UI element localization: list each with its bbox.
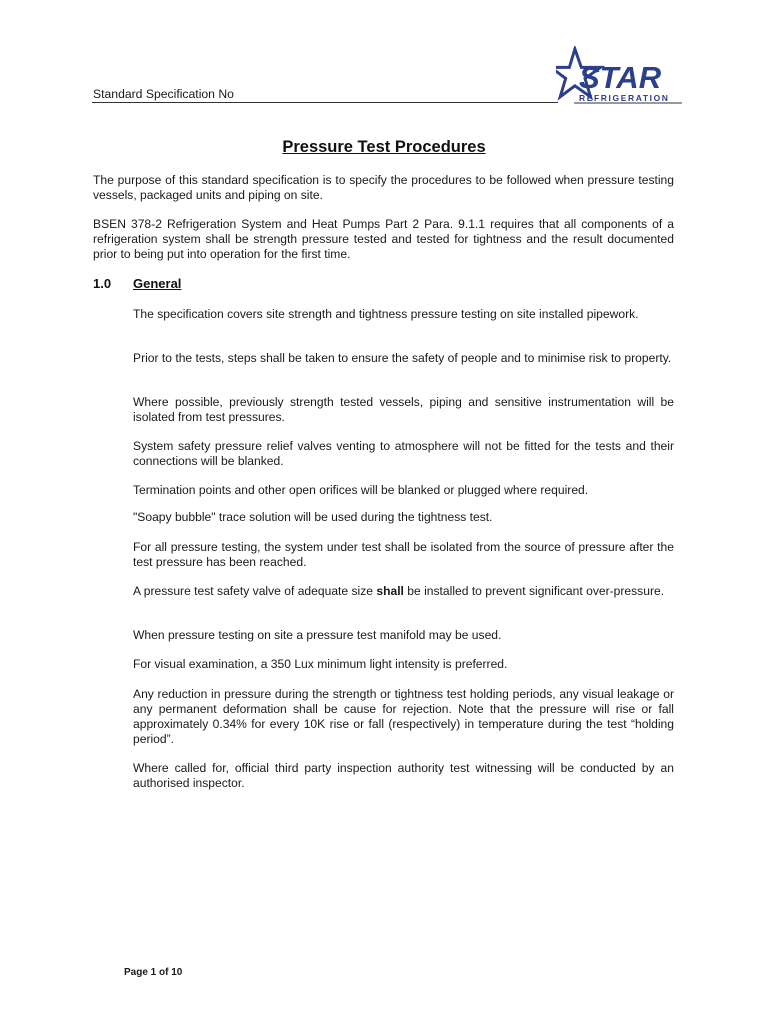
general-paragraph-12: Where called for, official third party inspection authority test witnessing will be conducted by an authorised inspector. (133, 761, 674, 790)
intro-paragraph-1: The purpose of this standard specification is to specify the procedures to be followed when pressure testing vessels, packaged units and piping on site. (93, 173, 674, 202)
general-paragraph-2: Prior to the tests, steps shall be taken to ensure the safety of people and to minimise risk to property. (133, 351, 672, 365)
general-paragraph-3: Where possible, previously strength tested vessels, piping and sensitive instrumentation will be isolated from test pressures. (133, 395, 674, 424)
logo-subtext: REFRIGERATION (579, 93, 670, 103)
star-refrigeration-logo (556, 46, 684, 104)
spec-number-label: Standard Specification No (93, 87, 234, 101)
intro-paragraph-2: BSEN 378-2 Refrigeration System and Heat Pumps Part 2 Para. 9.1.1 requires that all components of a refrigeration system shall be strength pressure tested and tested for tightness and the result documented prior to being put into operation for the first time. (93, 217, 674, 261)
general-paragraph-4: System safety pressure relief valves venting to atmosphere will not be fitted for the tests and their connections will be blanked. (133, 439, 674, 468)
page-number: Page 1 of 10 (124, 967, 183, 978)
logo-text: STAR (579, 60, 662, 95)
general-paragraph-7: For all pressure testing, the system under test shall be isolated from the source of pressure after the test pressure has been reached. (133, 540, 674, 569)
general-paragraph-8: A pressure test safety valve of adequate size shall be installed to prevent significant over-pressure. (133, 584, 665, 598)
section-title: General (133, 276, 182, 291)
general-paragraph-11: Any reduction in pressure during the strength or tightness test holding periods, any visual leakage or any permanent deformation shall be cause for rejection. Note that the pressure will rise or fall approximately 0.34% for every 10K rise or fall (respectively) in temperature during the test “holding period”. (133, 687, 674, 746)
general-paragraph-5: Termination points and other open orifices will be blanked or plugged where required. (133, 483, 589, 497)
general-paragraph-1: The specification covers site strength and tightness pressure testing on site installed pipework. (133, 307, 639, 321)
general-paragraph-10: For visual examination, a 350 Lux minimum light intensity is preferred. (133, 657, 508, 671)
emphasis-shall: shall (376, 584, 404, 598)
page-title: Pressure Test Procedures (282, 138, 486, 156)
general-paragraph-6: "Soapy bubble" trace solution will be used during the tightness test. (133, 510, 493, 524)
general-paragraph-9: When pressure testing on site a pressure test manifold may be used. (133, 628, 502, 642)
section-number: 1.0 (93, 276, 112, 291)
header-rule (92, 102, 558, 103)
page-header (92, 46, 684, 106)
